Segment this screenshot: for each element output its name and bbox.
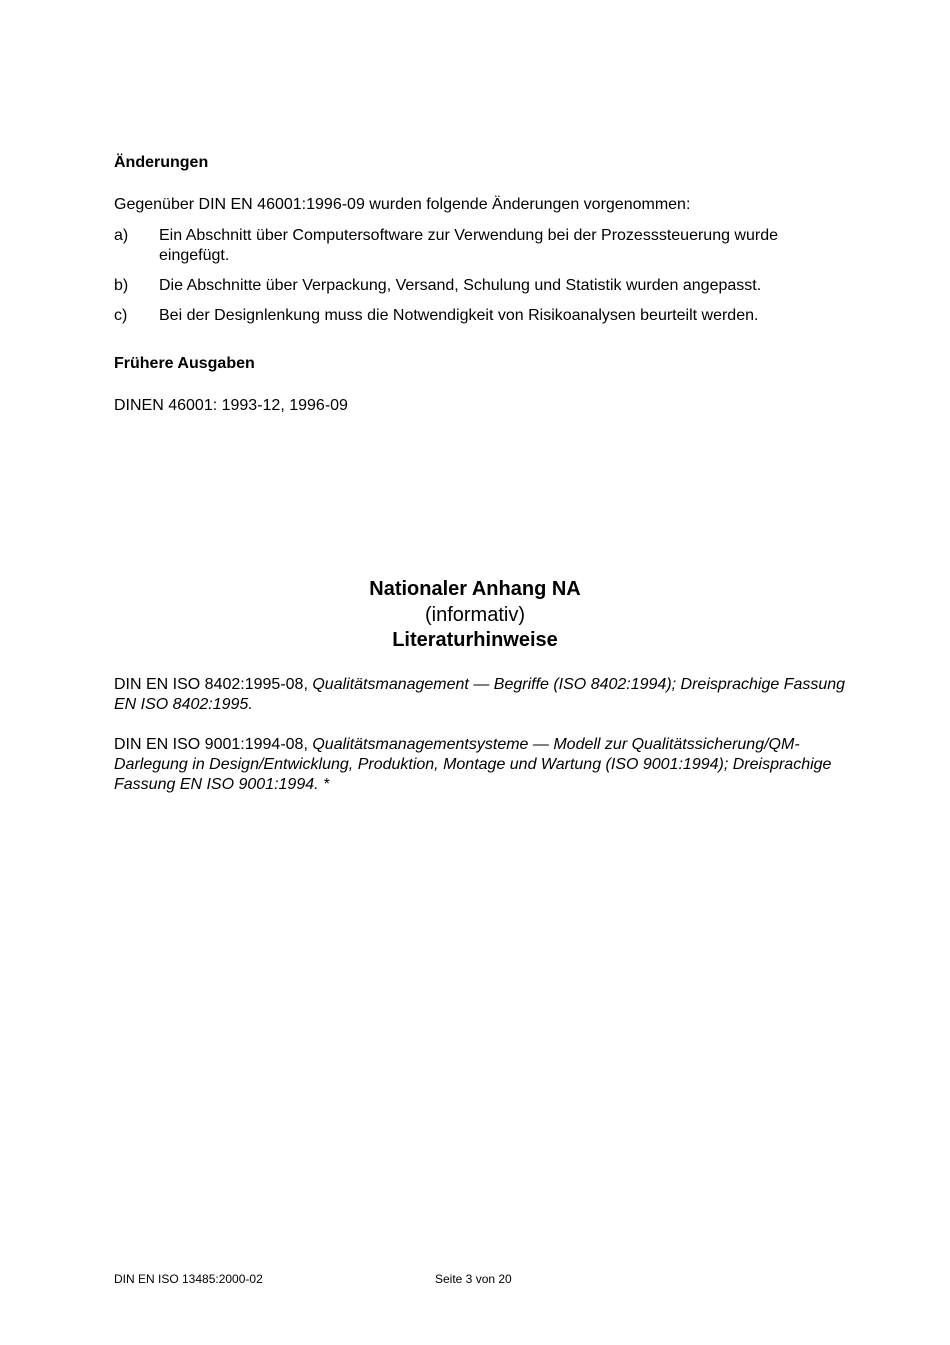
list-item-text: Ein Abschnitt über Computersoftware zur Verwendung bei der Prozesssteuerung wurde eingefügt. xyxy=(159,227,779,264)
list-item-text: Die Abschnitte über Verpackung, Versand, Schulung und Statistik wurden angepasst. xyxy=(159,277,762,294)
earlier-editions-text: DINEN 46001: 1993-12, 1996-09 xyxy=(114,397,348,414)
reference-item xyxy=(114,735,854,795)
list-item-label: c) xyxy=(114,307,128,324)
reference-id: DIN EN ISO 8402:1995-08, xyxy=(114,676,308,693)
reference-item xyxy=(114,675,854,715)
list-item-text: Bei der Designlenkung muss die Notwendigkeit von Risikoanalysen beurteilt werden. xyxy=(159,307,759,324)
reference-title: Qualitätsmanagement — Begriffe (ISO 8402:1994); Dreisprachige Fassung EN ISO 8402:1995. xyxy=(114,676,846,713)
annex-subtitle: (informativ) xyxy=(424,604,525,626)
annex-heading: Literaturhinweise xyxy=(392,629,558,651)
list-item-label: b) xyxy=(114,277,129,294)
footer-document-id: DIN EN ISO 13485:2000-02 xyxy=(114,1272,263,1286)
changes-intro: Gegenüber DIN EN 46001:1996-09 wurden folgende Änderungen vorgenommen: xyxy=(114,196,691,213)
annex-title: Nationaler Anhang NA xyxy=(369,578,581,600)
reference-title: Qualitätsmanagementsysteme — Modell zur Qualitätssicherung/QM-Darlegung in Design/Entwicklung, Produktion, Montage und Wartung (ISO 9001:1994); Dreisprachige Fassung EN ISO 9001:1994. * xyxy=(114,736,832,793)
list-item-label: a) xyxy=(114,227,129,244)
footer-page-number: Seite 3 von 20 xyxy=(435,1272,512,1286)
reference-id: DIN EN ISO 9001:1994-08, xyxy=(114,736,308,753)
earlier-editions-heading: Frühere Ausgaben xyxy=(114,355,255,372)
changes-heading: Änderungen xyxy=(114,154,209,171)
